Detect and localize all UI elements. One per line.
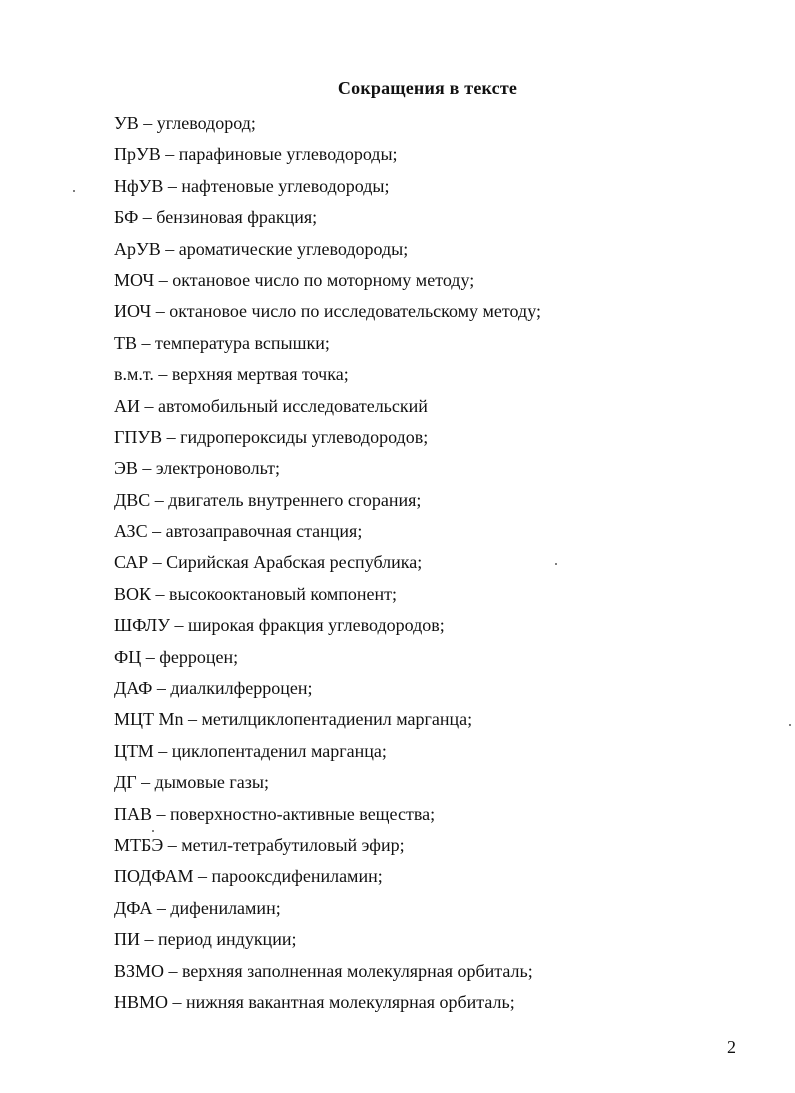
list-item: ШФЛУ – широкая фракция углеводородов;	[114, 615, 445, 636]
list-item: ДАФ – диалкилферроцен;	[114, 678, 313, 699]
list-item: ИОЧ – октановое число по исследовательскому методу;	[114, 301, 541, 322]
list-item: ДВС – двигатель внутреннего сгорания;	[114, 489, 422, 510]
list-item: МОЧ – октановое число по моторному методу;	[114, 269, 475, 290]
list-item: ТВ – температура вспышки;	[114, 332, 330, 353]
list-item: ДГ – дымовые газы;	[114, 772, 269, 793]
list-item: ДФА – дифениламин;	[114, 897, 281, 918]
scan-speck	[152, 830, 154, 832]
list-item: ЦТМ – циклопентаденил марганца;	[114, 740, 387, 761]
list-item: МТБЭ – метил-тетрабутиловый эфир;	[114, 834, 405, 855]
list-item: ПАВ – поверхностно-активные вещества;	[114, 803, 436, 824]
abbreviations-list	[114, 109, 541, 1019]
scan-speck	[555, 563, 557, 565]
list-item: НфУВ – нафтеновые углеводороды;	[114, 175, 390, 196]
page-number: 2	[727, 1037, 736, 1057]
list-item: ФЦ – ферроцен;	[114, 646, 239, 667]
page-title: Сокращения в тексте	[337, 78, 518, 98]
list-item: ГПУВ – гидропероксиды углеводородов;	[114, 426, 429, 447]
list-item: ПИ – период индукции;	[114, 929, 297, 950]
list-item: МЦТ Mn – метилциклопентадиенил марганца;	[114, 709, 473, 730]
list-item: БФ – бензиновая фракция;	[114, 207, 318, 228]
list-item: УВ – углеводород;	[114, 113, 256, 133]
list-item: НВМО – нижняя вакантная молекулярная орбиталь;	[114, 991, 515, 1012]
scan-speck	[73, 190, 75, 192]
list-item: ПОДФАМ – парооксдифениламин;	[114, 866, 383, 887]
list-item: ЭВ – электроновольт;	[114, 458, 280, 479]
list-item: САР – Сирийская Арабская республика;	[114, 552, 423, 573]
scan-speck	[789, 724, 791, 726]
list-item: в.м.т. – верхняя мертвая точка;	[114, 364, 349, 385]
list-item: ПрУВ – парафиновые углеводороды;	[114, 144, 398, 165]
list-item: АИ – автомобильный исследовательский	[114, 395, 428, 416]
list-item: ВЗМО – верхняя заполненная молекулярная орбиталь;	[114, 960, 533, 981]
list-item: АЗС – автозаправочная станция;	[114, 521, 363, 542]
list-item: АрУВ – ароматические углеводороды;	[114, 238, 409, 259]
list-item: ВОК – высокооктановый компонент;	[114, 583, 397, 604]
